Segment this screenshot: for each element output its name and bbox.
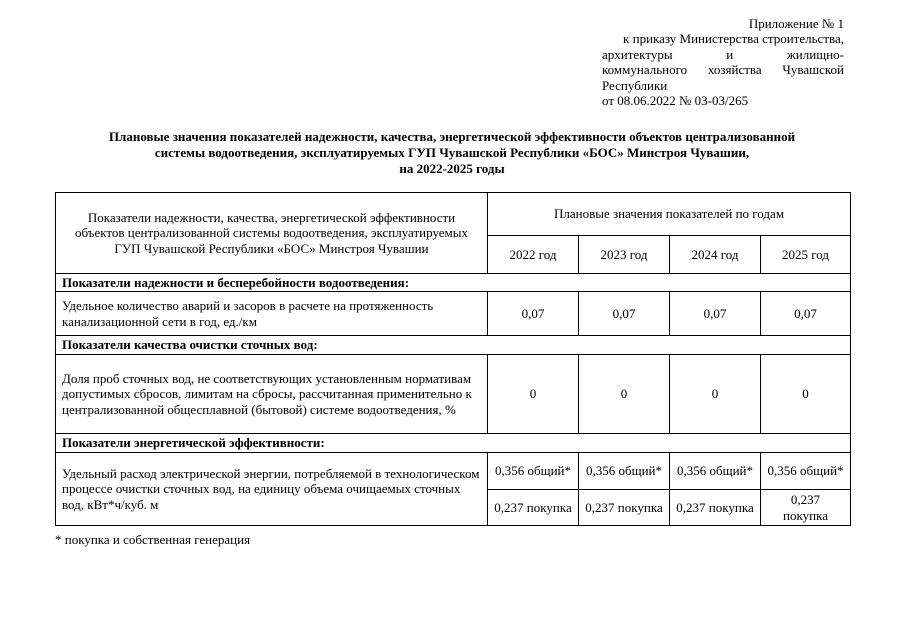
value-cell-purchase: 0,237 покупка	[488, 490, 579, 526]
appendix-ministry-line: архитектуры и жилищно-	[602, 46, 844, 62]
value-cell: 0	[761, 355, 851, 434]
appendix-ministry-line: коммунального хозяйства Чувашской	[602, 62, 844, 78]
table-row	[56, 453, 851, 490]
value-cell-total: 0,356 общий*	[488, 453, 579, 490]
value-cell-purchase: 0,237 покупка	[670, 490, 761, 526]
table-row	[56, 292, 851, 336]
section-row	[56, 336, 851, 355]
appendix-order-line: к приказу Министерства строительства,	[623, 31, 844, 47]
appendix-republic-line: Республики	[602, 77, 668, 93]
row-label: Удельное количество аварий и засоров в расчете на протяженность канализационной сети в год, ед./км	[56, 292, 488, 336]
value-cell: 0,07	[579, 292, 670, 336]
appendix-block	[602, 16, 844, 108]
value-cell: 0,07	[761, 292, 851, 336]
section-title: Показатели качества очистки сточных вод:	[56, 336, 851, 355]
value-cell: 0,07	[488, 292, 579, 336]
document-title-line: системы водоотведения, эксплуатируемых ГУП Чувашской Республики «БОС» Минстроя Чувашии,	[154, 145, 750, 160]
value-cell: 0,07	[670, 292, 761, 336]
header-plan-cell: Плановые значения показателей по годам	[488, 193, 851, 236]
document-title-line: на 2022-2025 годы	[399, 161, 505, 176]
header-year-cell: 2023 год	[579, 236, 670, 274]
value-cell-total: 0,356 общий*	[579, 453, 670, 490]
value-cell-total: 0,356 общий*	[670, 453, 761, 490]
table-header-row	[56, 193, 851, 236]
appendix-date-line: от 08.06.2022 № 03-03/265	[602, 93, 749, 109]
row-label: Доля проб сточных вод, не соответствующих установленным нормативам допустимых сбросов, лимитам на сбросы, рассчитанная применительно к централизованной общесплавной (бытовой) системе водоотведения, %	[56, 355, 488, 434]
indicators-table	[55, 192, 851, 526]
section-row	[56, 434, 851, 453]
value-cell: 0	[579, 355, 670, 434]
header-year-cell: 2025 год	[761, 236, 851, 274]
table-row	[56, 355, 851, 434]
section-title: Показатели энергетической эффективности:	[56, 434, 851, 453]
header-year-cell: 2022 год	[488, 236, 579, 274]
header-year-cell: 2024 год	[670, 236, 761, 274]
value-cell-purchase: 0,237 покупка	[761, 490, 851, 526]
row-label: Удельный расход электрической энергии, потребляемой в технологическом процессе очистки сточных вод, на единицу объема очищаемых сточных вод, кВт*ч/куб. м	[56, 453, 488, 526]
value-cell-total: 0,356 общий*	[761, 453, 851, 490]
section-row	[56, 274, 851, 292]
document-title-line: Плановые значения показателей надежности, качества, энергетической эффективности объектов централизованной	[108, 129, 796, 144]
value-cell-purchase: 0,237 покупка	[579, 490, 670, 526]
document-title	[60, 129, 844, 177]
footnote: * покупка и собственная генерация	[55, 532, 251, 547]
section-title: Показатели надежности и бесперебойности водоотведения:	[56, 274, 851, 292]
appendix-number: Приложение № 1	[748, 16, 844, 31]
value-cell: 0	[488, 355, 579, 434]
value-cell: 0	[670, 355, 761, 434]
header-indicators-cell: Показатели надежности, качества, энергетической эффективности объектов централизованной системы водоотведения, эксплуатируемых ГУП Чувашской Республики «БОС» Минстроя Чувашии	[56, 193, 488, 274]
